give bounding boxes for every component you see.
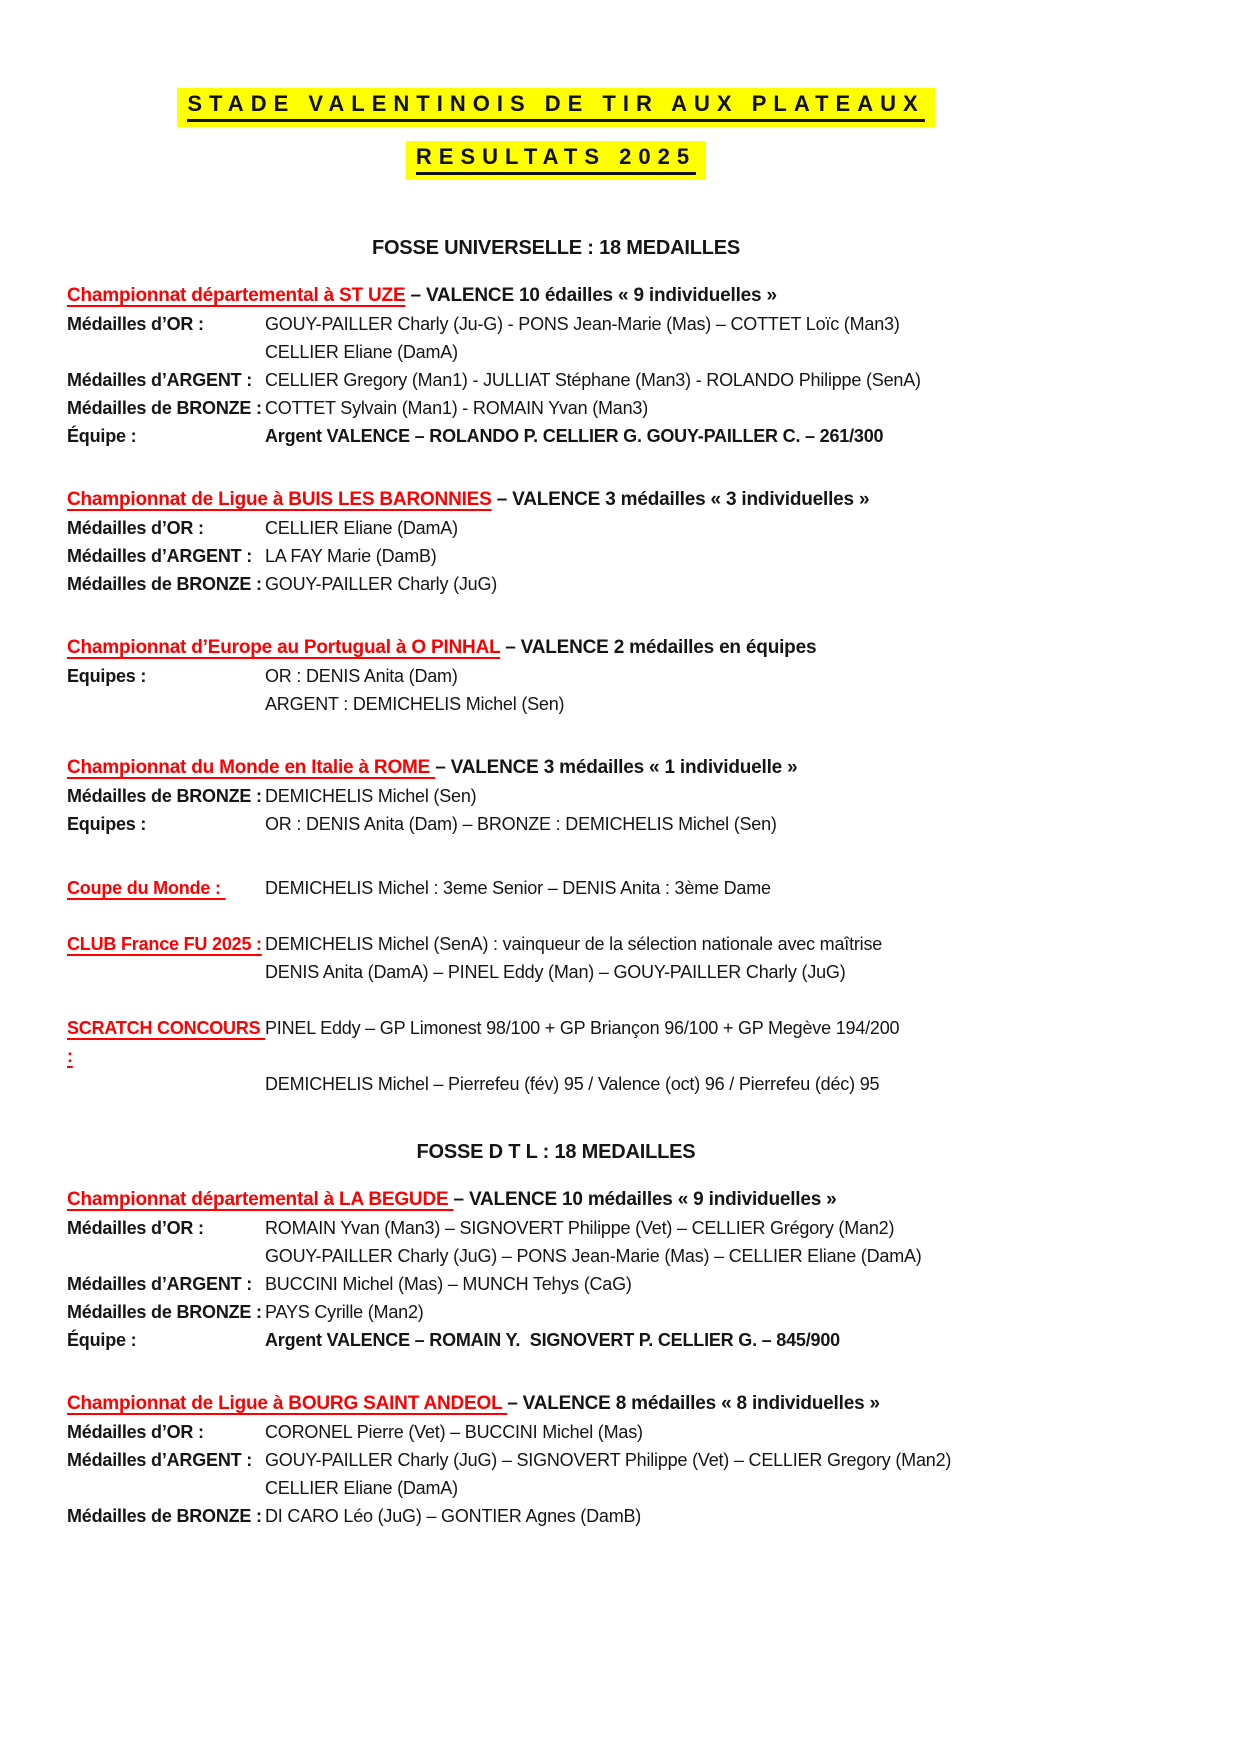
result-label [67,958,265,986]
result-label: SCRATCH CONCOURS : [67,1018,266,1066]
championship-heading [67,282,1045,310]
championship-result: – VALENCE 3 médailles « 1 individuelle » [435,757,798,778]
championship-result: – VALENCE 8 médailles « 8 individuelles » [507,1393,880,1414]
section-header-fosse-dtl: FOSSE D T L : 18 MEDAILLES [416,1141,696,1163]
medal-value: CELLIER Eliane (DamA) [265,342,458,362]
page-title-highlight [177,88,934,127]
medal-row [67,1214,1045,1242]
medal-value: DEMICHELIS Michel (Sen) [265,786,477,806]
medal-value: ARGENT : DEMICHELIS Michel (Sen) [265,694,565,714]
medal-label: Médailles de BRONZE : [67,1302,262,1322]
medal-label: Médailles de BRONZE : [67,398,262,418]
championship-block-o-pinhal [67,634,1045,718]
medal-value: DI CARO Léo (JuG) – GONTIER Agnes (DamB) [265,1506,642,1526]
page-title-row [67,88,1045,127]
medal-label: Médailles d’ARGENT : [67,1274,253,1294]
result-label [67,1070,265,1098]
championship-name: Championnat départemental à ST UZE [67,285,406,306]
medal-label [67,1474,265,1502]
result-label: Coupe du Monde : [67,878,226,898]
result-row [67,958,1045,986]
club-france-block [67,930,1045,986]
championship-heading [67,1390,1045,1418]
medal-value: OR : DENIS Anita (Dam) – BRONZE : DEMICHELIS Michel (Sen) [265,814,777,834]
medal-row [67,1242,1045,1270]
medal-row [67,690,1045,718]
medal-row [67,1502,1045,1530]
team-value: Argent VALENCE – ROMAIN Y. SIGNOVERT P. CELLIER G. – 845/900 [265,1330,840,1350]
medal-label: Médailles d’OR : [67,1422,204,1442]
medal-row [67,1270,1045,1298]
championship-name: Championnat départemental à LA BEGUDE [67,1189,454,1210]
championship-result: – VALENCE 3 médailles « 3 individuelles » [491,489,870,510]
medal-label: Médailles d’OR : [67,314,204,334]
medal-row [67,366,1045,394]
medal-row [67,782,1045,810]
medal-label: Médailles d’ARGENT : [67,1450,253,1470]
medal-row [67,338,1045,366]
championship-name: Championnat d’Europe au Portugual à O PINHAL [67,637,501,658]
medal-row [67,514,1045,542]
championship-block-buis-les-baronnies [67,486,1045,598]
championship-name: Championnat du Monde en Italie à ROME [67,757,436,778]
medal-value: GOUY-PAILLER Charly (JuG) – SIGNOVERT Philippe (Vet) – CELLIER Gregory (Man2) [265,1450,952,1470]
medal-label: Médailles de BRONZE : [67,1506,262,1526]
medal-row [67,394,1045,422]
championship-heading [67,754,1045,782]
medal-row [67,1474,1045,1502]
result-row [67,1070,1045,1098]
medal-row [67,310,1045,338]
medal-value: GOUY-PAILLER Charly (JuG) [265,574,498,594]
medal-value: OR : DENIS Anita (Dam) [265,666,458,686]
medal-value: CELLIER Gregory (Man1) - JULLIAT Stéphane (Man3) - ROLANDO Philippe (SenA) [265,370,921,390]
page-subtitle-highlight [406,141,706,180]
result-value: DEMICHELIS Michel – Pierrefeu (fév) 95 / Valence (oct) 96 / Pierrefeu (déc) 95 [265,1074,880,1094]
championship-heading [67,486,1045,514]
coupe-du-monde-block [67,874,1045,902]
medal-label: Médailles d’ARGENT : [67,370,253,390]
medal-value: CELLIER Eliane (DamA) [265,518,458,538]
team-row [67,1326,1045,1354]
page-titles [67,88,1045,180]
page-subtitle-row [67,141,1045,180]
medal-label: Médailles d’OR : [67,1218,204,1238]
medal-value: BUCCINI Michel (Mas) – MUNCH Tehys (CaG) [265,1274,632,1294]
team-row [67,422,1045,450]
medal-label: Médailles de BRONZE : [67,574,262,594]
team-label: Équipe : [67,426,137,446]
team-value: Argent VALENCE – ROLANDO P. CELLIER G. GOUY-PAILLER C. – 261/300 [265,426,884,446]
medal-value: CORONEL Pierre (Vet) – BUCCINI Michel (Mas) [265,1422,643,1442]
medal-label [67,338,265,366]
medal-value: GOUY-PAILLER Charly (Ju-G) - PONS Jean-Marie (Mas) – COTTET Loïc (Man3) [265,314,900,334]
medal-row [67,810,1045,838]
result-value: DENIS Anita (DamA) – PINEL Eddy (Man) – GOUY-PAILLER Charly (JuG) [265,962,846,982]
medal-value: LA FAY Marie (DamB) [265,546,437,566]
medal-label [67,690,265,718]
page-subtitle: RESULTATS 2025 [416,144,696,175]
championship-block-bourg-saint-andeol [67,1390,1045,1530]
championship-result: – VALENCE 2 médailles en équipes [500,637,817,658]
championship-block-rome [67,754,1045,838]
result-row [67,930,1045,958]
medal-label: Médailles d’ARGENT : [67,546,253,566]
medal-label: Equipes : [67,814,147,834]
medal-row [67,662,1045,690]
result-value: DEMICHELIS Michel (SenA) : vainqueur de la sélection nationale avec maîtrise [265,934,883,954]
medal-row [67,570,1045,598]
championship-block-la-begude [67,1186,1045,1354]
medal-value: ROMAIN Yvan (Man3) – SIGNOVERT Philippe (Vet) – CELLIER Grégory (Man2) [265,1218,895,1238]
medal-value: CELLIER Eliane (DamA) [265,1478,458,1498]
result-label: CLUB France FU 2025 : [67,934,262,954]
championship-heading [67,1186,1045,1214]
medal-value: PAYS Cyrille (Man2) [265,1302,424,1322]
medal-row [67,542,1045,570]
championship-result: – VALENCE 10 édailles « 9 individuelles » [405,285,777,306]
medal-row [67,1446,1045,1474]
result-value: PINEL Eddy – GP Limonest 98/100 + GP Briançon 96/100 + GP Megève 194/200 [265,1018,900,1038]
scratch-concours-block [67,1014,1045,1098]
medal-label [67,1242,265,1270]
result-value: DEMICHELIS Michel : 3eme Senior – DENIS Anita : 3ème Dame [265,878,771,898]
page-title: STADE VALENTINOIS DE TIR AUX PLATEAUX [187,91,924,122]
result-row [67,1014,1045,1070]
team-label: Équipe : [67,1330,137,1350]
championship-name: Championnat de Ligue à BUIS LES BARONNIES [67,489,492,510]
championship-result: – VALENCE 10 médailles « 9 individuelles » [453,1189,837,1210]
result-row [67,874,1045,902]
championship-block-st-uze [67,282,1045,450]
championship-name: Championnat de Ligue à BOURG SAINT ANDEOL [67,1393,508,1414]
medal-row [67,1298,1045,1326]
medal-value: GOUY-PAILLER Charly (JuG) – PONS Jean-Marie (Mas) – CELLIER Eliane (DamA) [265,1246,922,1266]
medal-value: COTTET Sylvain (Man1) - ROMAIN Yvan (Man3) [265,398,649,418]
medal-label: Equipes : [67,666,147,686]
championship-heading [67,634,1045,662]
medal-label: Médailles de BRONZE : [67,786,262,806]
medal-row [67,1418,1045,1446]
medal-label: Médailles d’OR : [67,518,204,538]
section-header-fosse-universelle: FOSSE UNIVERSELLE : 18 MEDAILLES [371,237,741,259]
